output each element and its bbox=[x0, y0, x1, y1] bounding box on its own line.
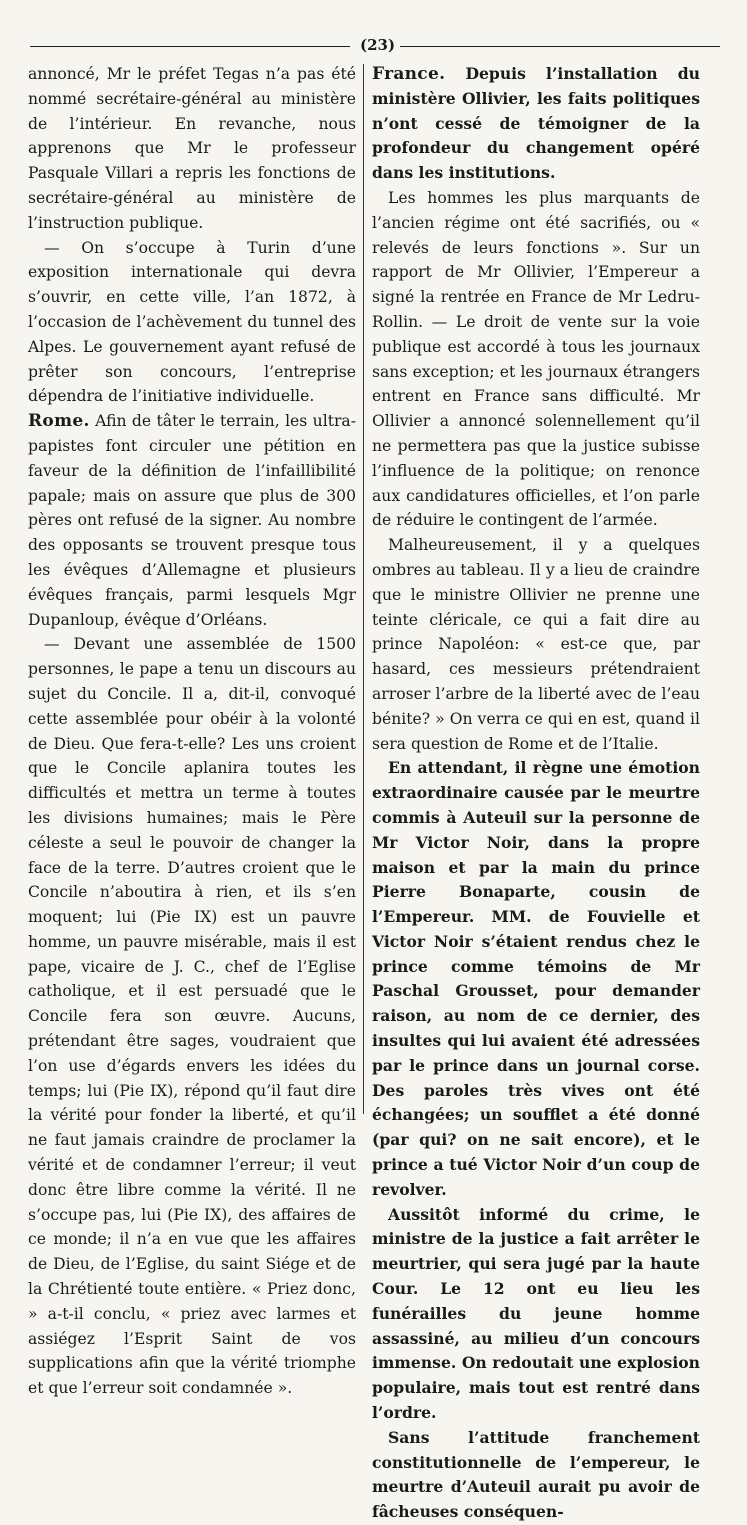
left-column bbox=[28, 62, 356, 1401]
column-divider bbox=[363, 64, 364, 1114]
paragraph-tegas-villari: annoncé, Mr le préfet Tegas n’a pas été nommé secrétaire-général au ministère de l’intérieur. En revanche, nous apprenons que Mr le professeur Pasquale Villari a repris les fonctions de secrétaire-général au ministère de l’instruction publique. bbox=[28, 65, 356, 232]
paragraph-constitutional: Sans l’attitude franchement constitutionnelle de l’empereur, le meurtre d’Auteuil aurait pu avoir de fâcheuses conséquen- bbox=[372, 1427, 700, 1522]
paragraph-pope-discourse: — Devant une assemblée de 1500 personnes, le pape a tenu un discours au sujet du Concile. Il a, dit-il, convoqué cette assemblée pour obéir à la volonté de Dieu. Que fera-t-elle? Les uns croient que le Concile aplanira toutes les difficultés et mettra un terme à toutes les divisions humaines; mais le Père céleste a seul le pouvoir de changer la face de la terre. D’autres croient que le Concile n’aboutira à rien, et ils s’en moquent; lui (Pie IX) est un pauvre homme, un pauvre misérable, mais il est pape, vicaire de J. C., chef de l’Eglise catholique, et il est persuadé que le Concile fera son œuvre. Aucuns, prétendant être sages, voudraient que l’on use d’égards envers les idées du temps; lui (Pie IX), répond qu’il faut dire la vérité pour fonder la liberté, et qu’il ne faut jamais craindre de proclamer la vérité et de condamner l’erreur; il veut donc être libre comme la vérité. Il ne s’occupe pas, lui (Pie IX), des affaires de ce monde; il n’a en vue que les affaires de Dieu, de l’Eglise, du saint Siége et de la Chrétienté toute entière. « Priez donc, » a-t-il conclu, « priez avec larmes et assiégez l’Esprit Saint de vos supplications afin que la vérité triomphe et que l’erreur soit condamnée ». bbox=[28, 635, 356, 1398]
paragraph-rome: Rome. Afin de tâter le terrain, les ultra-papistes font circuler une pétition en faveur de la définition de l’infaillibilité papale; mais on assure que plus de 300 pères ont refusé de la signer. Au nombre des opposants se trouvent presque tous les évêques d’Allemagne et plusieurs évêques français, parmi lesquels Mgr Dupanloup, évêque d’Orléans. bbox=[28, 411, 356, 629]
page-number: (23) bbox=[360, 36, 396, 54]
section-heading-rome: Rome. bbox=[28, 411, 90, 432]
paragraph-arrest: Aussitôt informé du crime, le ministre de la justice a fait arrêter le meurtrier, qui sera jugé par la haute Cour. Le 12 ont eu lieu les funérailles du jeune homme assassiné, au milieu d’un concours immense. On redoutait une explosion populaire, mais tout est rentré dans l’ordre. bbox=[372, 1204, 700, 1423]
paragraph-ancien-regime: Les hommes les plus marquants de l’ancien régime ont été sacrifiés, ou « relevés de leurs fonctions ». Sur un rapport de Mr Ollivier, l’Empereur a signé la rentrée en France de Mr Ledru-Rollin. — Le droit de vente sur la voie publique est accordé à tous les journaux sans exception; et les journaux étrangers entrent en France sans difficulté. Mr Ollivier a annoncé solennellement qu’il ne permettera pas que la justice subisse l’influence de la politique; on renonce aux candidatures officielles, et l’on parle de réduire le contingent de l’armée. bbox=[372, 188, 700, 530]
header-rule-right bbox=[400, 46, 720, 47]
header-rule-left bbox=[30, 46, 350, 47]
paragraph-france: France. Depuis l’installation du ministère Ollivier, les faits politiques n’ont cessé de témoigner de la profondeur du changement opéré dans les institutions. bbox=[372, 64, 700, 183]
paragraph-victor-noir: En attendant, il règne une émotion extraordinaire causée par le meurtre commis à Auteuil sur la personne de Mr Victor Noir, dans la propre maison et par la main du prince Pierre Bonaparte, cousin de l’Empereur. MM. de Fouvielle et Victor Noir s’étaient rendus chez le prince comme témoins de Mr Paschal Grousset, pour demander raison, au nom de ce dernier, des insultes qui lui avaient été adressées par le prince dans un journal corse. Des paroles très vives ont été échangées; un soufflet a été donné (par qui? on ne sait encore), et le prince a tué Victor Noir d’un coup de revolver. bbox=[372, 758, 700, 1199]
page-header bbox=[30, 36, 720, 56]
paragraph-turin-exposition: — On s’occupe à Turin d’une exposition internationale qui devra s’ouvrir, en cette ville, l’an 1872, à l’occasion de l’achèvement du tunnel des Alpes. Le gouvernement ayant refusé de prêter son concours, l’entreprise dépendra de l’initiative individuelle. bbox=[28, 238, 356, 406]
section-heading-france: France. bbox=[372, 64, 446, 84]
paragraph-ombres-tableau: Malheureusement, il y a quelques ombres au tableau. Il y a lieu de craindre que le ministre Ollivier ne prenne une teinte cléricale, ce qui a fait dire au prince Napoléon: « est-ce que, par hasard, ces messieurs prétendraient arroser l’arbre de la liberté avec de l’eau bénite? » On verra ce qui en est, quand il sera question de Rome et de l’Italie. bbox=[372, 536, 700, 753]
right-column bbox=[372, 62, 700, 1525]
